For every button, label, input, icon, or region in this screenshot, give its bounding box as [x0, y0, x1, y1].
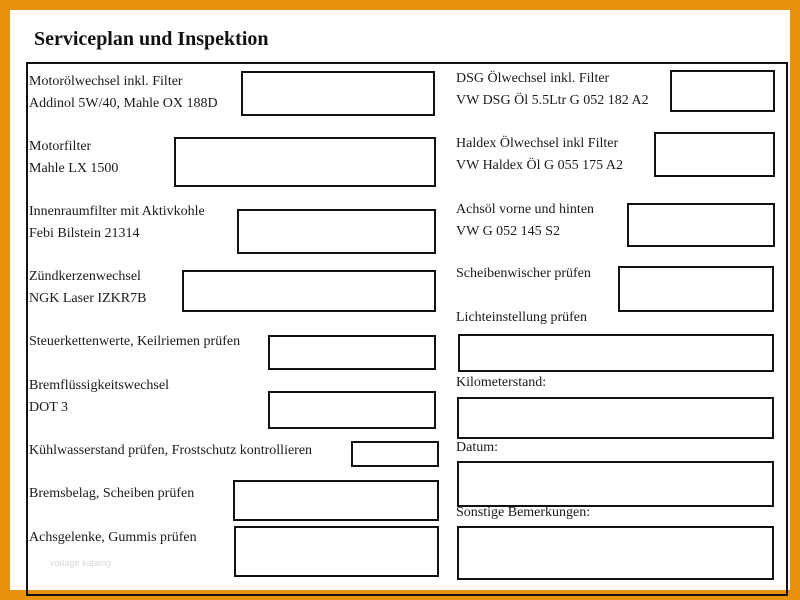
label-innenraumfilter: Innenraumfilter mit Aktivkohle Febi Bilstein 21314	[29, 204, 205, 241]
label-kuehlwasserstand: Kühlwasserstand prüfen, Frostschutz kontrollieren	[29, 443, 313, 458]
form-sheet	[10, 10, 790, 590]
input-kuehlwasserstand[interactable]	[351, 441, 439, 467]
input-bremsfluessigkeit[interactable]	[268, 391, 436, 429]
page-title: Serviceplan und Inspektion	[34, 28, 269, 50]
input-motoroelwechsel[interactable]	[241, 71, 435, 116]
label-dsg-oelwechsel: DSG Ölwechsel inkl. Filter VW DSG Öl 5.5Ltr G 052 182 A2	[456, 71, 649, 108]
input-lichteinstellung[interactable]	[458, 334, 774, 372]
label-scheibenwischer: Scheibenwischer prüfen	[456, 266, 591, 281]
input-steuerkettenwerte[interactable]	[268, 335, 436, 370]
label-steuerkettenwerte: Steuerkettenwerte, Keilriemen prüfen	[29, 334, 241, 349]
input-motorfilter[interactable]	[174, 137, 436, 187]
label-achsoel: Achsöl vorne und hinten VW G 052 145 S2	[456, 202, 595, 239]
label-motorfilter: Motorfilter Mahle LX 1500	[29, 139, 119, 176]
input-haldex-oelwechsel[interactable]	[654, 132, 775, 177]
label-bremsfluessigkeit: Bremflüssigkeitswechsel DOT 3	[29, 378, 169, 415]
label-lichteinstellung: Lichteinstellung prüfen	[456, 310, 588, 325]
watermark: vorlage katalog	[50, 558, 112, 568]
input-achsgelenke[interactable]	[234, 526, 439, 577]
input-zuendkerzenwechsel[interactable]	[182, 270, 436, 312]
input-kilometerstand[interactable]	[457, 397, 774, 439]
label-motoroelwechsel: Motorölwechsel inkl. Filter Addinol 5W/40, Mahle OX 188D	[29, 74, 218, 111]
label-sonstige-bemerkungen: Sonstige Bemerkungen:	[456, 505, 591, 520]
label-zuendkerzenwechsel: Zündkerzenwechsel NGK Laser IZKR7B	[29, 269, 147, 306]
input-dsg-oelwechsel[interactable]	[670, 70, 775, 112]
label-datum: Datum:	[456, 440, 498, 455]
label-achsgelenke: Achsgelenke, Gummis prüfen	[29, 530, 197, 545]
input-achsoel[interactable]	[627, 203, 775, 247]
input-sonstige-bemerkungen[interactable]	[457, 526, 774, 580]
label-bremsbelag: Bremsbelag, Scheiben prüfen	[29, 486, 195, 501]
label-kilometerstand: Kilometerstand:	[456, 375, 547, 390]
input-scheibenwischer[interactable]	[618, 266, 774, 312]
input-datum[interactable]	[457, 461, 774, 507]
label-haldex-oelwechsel: Haldex Ölwechsel inkl Filter VW Haldex Öl G 055 175 A2	[456, 136, 623, 173]
input-bremsbelag[interactable]	[233, 480, 439, 521]
input-innenraumfilter[interactable]	[237, 209, 436, 254]
